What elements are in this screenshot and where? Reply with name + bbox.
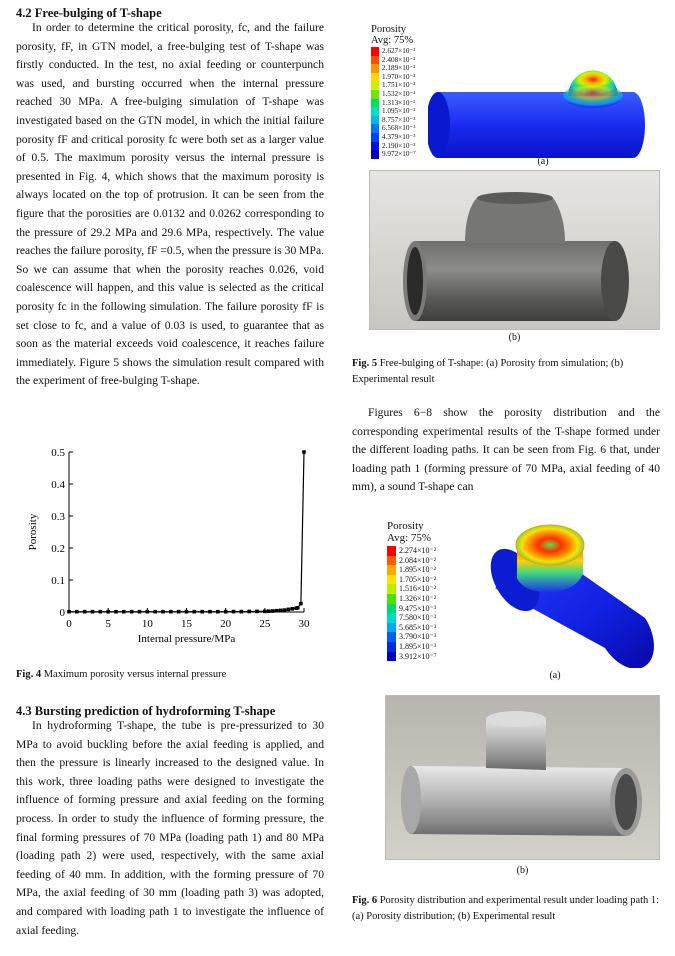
legend-swatch bbox=[371, 64, 379, 73]
legend-swatch bbox=[371, 133, 379, 142]
legend-value: 6.568×10⁻³ bbox=[382, 124, 416, 133]
data-point bbox=[138, 610, 142, 614]
x-axis-label: Internal pressure/MPa bbox=[137, 633, 236, 645]
legend-value: 2.274×10⁻² bbox=[399, 546, 437, 555]
legend-swatch bbox=[371, 107, 379, 116]
legend-swatch bbox=[371, 73, 379, 82]
data-point bbox=[283, 608, 287, 612]
porosity-line-chart bbox=[14, 440, 314, 665]
figure-4-caption bbox=[16, 667, 326, 683]
y-tick-label: 0.3 bbox=[51, 511, 65, 523]
caption-label: Fig. 6 bbox=[352, 895, 378, 906]
legend-row bbox=[387, 594, 437, 604]
x-tick-label: 10 bbox=[141, 618, 153, 630]
section-4-2-heading: 4.2 Free-bulging of T-shape bbox=[16, 6, 162, 20]
legend-value: 2.190×10⁻³ bbox=[382, 141, 416, 150]
legend-swatch bbox=[387, 642, 396, 652]
legend-value: 1.532×10⁻² bbox=[382, 89, 416, 98]
legend-row bbox=[371, 47, 416, 56]
data-point bbox=[193, 610, 197, 614]
data-point bbox=[240, 610, 244, 614]
porosity-legend bbox=[371, 24, 416, 159]
legend-row bbox=[387, 632, 437, 642]
legend-row bbox=[387, 642, 437, 652]
figure-5b-photo bbox=[369, 170, 660, 330]
data-point bbox=[161, 610, 165, 614]
data-point bbox=[114, 610, 118, 614]
legend-swatch bbox=[371, 142, 379, 151]
data-point bbox=[287, 608, 291, 612]
burst-tshape-photo bbox=[370, 171, 660, 330]
data-point bbox=[216, 610, 220, 614]
data-point bbox=[299, 602, 303, 606]
legend-value: 1.326×10⁻² bbox=[399, 593, 437, 603]
data-point bbox=[75, 610, 79, 614]
series-line bbox=[69, 452, 304, 612]
legend-scale bbox=[387, 546, 437, 661]
legend-swatch bbox=[387, 632, 396, 642]
legend-value: 2.627×10⁻² bbox=[382, 47, 416, 55]
legend-value: 1.516×10⁻² bbox=[399, 584, 437, 594]
legend-value: 2.189×10⁻² bbox=[382, 64, 416, 73]
legend-swatch bbox=[371, 99, 379, 108]
data-point bbox=[279, 609, 283, 613]
legend-row bbox=[387, 575, 437, 585]
legend-value: 8.757×10⁻³ bbox=[382, 115, 416, 124]
legend-title: Porosity bbox=[387, 520, 424, 532]
figure-6-caption bbox=[352, 893, 660, 925]
y-tick-label: 0.5 bbox=[51, 447, 65, 459]
legend-row bbox=[387, 604, 437, 614]
legend-row bbox=[387, 613, 437, 623]
legend-swatch bbox=[371, 81, 379, 90]
figures-6-8-intro bbox=[352, 404, 660, 497]
legend-value: 1.313×10⁻² bbox=[382, 98, 416, 107]
data-point bbox=[67, 610, 71, 614]
caption-label: Fig. 5 bbox=[352, 358, 378, 369]
data-point bbox=[146, 610, 150, 614]
data-point bbox=[267, 609, 271, 613]
porosity-legend bbox=[387, 520, 437, 661]
figure-6-label-b: (b) bbox=[516, 865, 529, 876]
legend-swatch bbox=[387, 546, 396, 556]
label-a: (a) bbox=[549, 670, 561, 681]
legend-row bbox=[371, 133, 416, 142]
x-tick-label: 20 bbox=[220, 618, 232, 630]
data-point bbox=[169, 610, 173, 614]
y-tick-label: 0.2 bbox=[51, 543, 65, 555]
legend-row bbox=[387, 556, 437, 566]
caption-label: Fig. 4 bbox=[16, 669, 42, 680]
legend-value: 3.912×10⁻⁷ bbox=[399, 651, 437, 661]
figure-5-caption bbox=[352, 356, 660, 388]
legend-row bbox=[371, 150, 416, 159]
legend-value: 1.895×10⁻² bbox=[399, 565, 437, 575]
legend-swatch bbox=[387, 556, 396, 566]
legend-avg: Avg: 75% bbox=[371, 35, 414, 46]
legend-row bbox=[371, 73, 416, 82]
sound-tshape-photo bbox=[386, 696, 660, 860]
legend-value: 4.379×10⁻³ bbox=[382, 132, 416, 141]
paragraph: Figures 6−8 show the porosity distribution and the corresponding experimental results of the T-shape formed under the different loading paths. It can be seen from Fig. 6 that, under loading path 1 (forming pressure of 70 MPa, axial feeding of 40 mm), a sound T-shape can bbox=[352, 406, 660, 494]
legend-row bbox=[371, 81, 416, 90]
x-tick-label: 25 bbox=[259, 618, 271, 630]
legend-avg: Avg: 75% bbox=[387, 532, 432, 544]
data-point bbox=[224, 610, 228, 614]
legend-row bbox=[371, 142, 416, 151]
figure-6b-photo bbox=[385, 695, 660, 860]
legend-swatch bbox=[371, 47, 379, 56]
section-4-3-heading: 4.3 Bursting prediction of hydroforming T-shape bbox=[16, 704, 276, 718]
paragraph: In order to determine the critical porosity, fc, and the failure porosity, fF, in GTN model, a free-bulging test of T-shape was firstly conducted. In the test, no axial feeding or counterpunch was used, and bursting occurred when the internal pressure reached 30 MPa. A free-bulging simulation of T-shape was investigated based on the GTN model, in which the initial failure porosity fF and critical porosity fc were both set as a larger value of 0.5. The maximum porosity versus the internal pressure is presented in Fig. 4, which shows that the maximum porosity is always located on the top of protrusion. It can be seen from the figure that the porosities are 0.0132 and 0.0262 corresponding to the pressure of 29.2 MPa and 29.6 MPa, respectively. The value reaches the failure porosity, fF =0.5, when the pressure is 30 MPa. So we can assume that when the porosity reaches 0.026, void coalescence will happen, and this value is selected as the critical porosity fc in the following simulation. The failure porosity fF is set close to fc, and a value of 0.03 is used, to guarantee that as soon as the material exceeds void coalescence, it reaches failure immediately. Figure 5 shows the simulation result compared with the experiment of free-bulging T-shape. bbox=[16, 21, 324, 388]
legend-swatch bbox=[387, 613, 396, 623]
caption-text: Free-bulging of T-shape: (a) Porosity from simulation; (b) Experimental result bbox=[352, 358, 624, 385]
legend-value: 1.705×10⁻² bbox=[399, 574, 437, 584]
legend-value: 1.970×10⁻² bbox=[382, 72, 416, 81]
data-point bbox=[185, 610, 189, 614]
legend-swatch bbox=[371, 56, 379, 65]
y-tick-label: 0 bbox=[59, 607, 65, 619]
section-4-2-body bbox=[16, 19, 324, 391]
legend-row bbox=[387, 546, 437, 556]
data-point bbox=[271, 609, 275, 613]
legend-swatch bbox=[387, 594, 396, 604]
data-point bbox=[275, 609, 279, 613]
caption-text: Maximum porosity versus internal pressure bbox=[41, 669, 227, 680]
legend-swatch bbox=[387, 584, 396, 594]
y-tick-label: 0.4 bbox=[51, 479, 65, 491]
data-point bbox=[122, 610, 126, 614]
legend-value: 1.895×10⁻³ bbox=[399, 641, 437, 651]
y-axis-label: Porosity bbox=[27, 513, 39, 551]
legend-row bbox=[371, 64, 416, 73]
figure-5-label-b: (b) bbox=[508, 332, 521, 343]
data-point bbox=[91, 610, 95, 614]
legend-title: Porosity bbox=[371, 24, 407, 35]
data-point bbox=[153, 610, 157, 614]
legend-row bbox=[387, 652, 437, 662]
tshape-porosity-render bbox=[485, 518, 655, 668]
caption-text: Porosity distribution and experimental result under loading path 1: (a) Porosity distribution; (b) Experimental result bbox=[352, 895, 660, 922]
legend-value: 3.790×10⁻³ bbox=[399, 632, 437, 642]
legend-row bbox=[371, 116, 416, 125]
legend-scale bbox=[371, 47, 416, 159]
data-point bbox=[302, 450, 306, 454]
data-point bbox=[83, 610, 87, 614]
legend-swatch bbox=[371, 124, 379, 133]
bulged-tube-render bbox=[428, 54, 656, 158]
legend-swatch bbox=[387, 604, 396, 614]
legend-value: 9.475×10⁻³ bbox=[399, 603, 437, 613]
legend-swatch bbox=[387, 575, 396, 585]
legend-swatch bbox=[387, 565, 396, 575]
legend-row bbox=[371, 99, 416, 108]
legend-value: 9.972×10⁻⁷ bbox=[382, 150, 416, 159]
legend-row bbox=[371, 56, 416, 65]
section-4-3-body bbox=[16, 717, 324, 940]
data-point bbox=[296, 606, 300, 610]
legend-value: 2.084×10⁻² bbox=[399, 555, 437, 565]
data-point bbox=[200, 610, 204, 614]
data-point bbox=[208, 610, 212, 614]
legend-row bbox=[387, 565, 437, 575]
label-a: (a) bbox=[537, 156, 549, 167]
data-point bbox=[255, 610, 259, 614]
data-point bbox=[106, 610, 110, 614]
data-point bbox=[177, 610, 181, 614]
figure-6a-simulation bbox=[385, 518, 660, 688]
x-tick-label: 15 bbox=[181, 618, 192, 630]
legend-value: 7.580×10⁻³ bbox=[399, 613, 437, 623]
data-point bbox=[263, 610, 267, 614]
legend-row bbox=[371, 90, 416, 99]
legend-row bbox=[371, 124, 416, 133]
data-point bbox=[247, 610, 251, 614]
x-tick-label: 0 bbox=[66, 618, 72, 630]
legend-value: 2.408×10⁻² bbox=[382, 55, 416, 64]
legend-swatch bbox=[371, 150, 379, 159]
data-point bbox=[232, 610, 236, 614]
legend-swatch bbox=[387, 623, 396, 633]
figure-4-chart bbox=[14, 440, 314, 665]
data-point bbox=[290, 607, 294, 611]
legend-swatch bbox=[371, 90, 379, 99]
legend-swatch bbox=[371, 116, 379, 125]
legend-row bbox=[371, 107, 416, 116]
figure-5a-simulation bbox=[368, 24, 658, 167]
x-tick-label: 5 bbox=[105, 618, 111, 630]
data-point bbox=[99, 610, 103, 614]
legend-row bbox=[387, 584, 437, 594]
legend-value: 5.685×10⁻³ bbox=[399, 622, 437, 632]
x-tick-label: 30 bbox=[298, 618, 310, 630]
paragraph: In hydroforming T-shape, the tube is pre-pressurized to 30 MPa to avoid buckling before the axial feeding is applied, and then the pressure is linearly increased to the designed value. In this work, three loading paths were designed to investigate the influence of forming pressure and axial feeding on the forming process. In order to study the influence of forming pressure, the final forming pressures of 70 MPa (loading path 1) and 80 MPa (loading path 2) were used, respectively, with the same axial feeding of 40 mm. In addition, with the forming pressure of 70 MPa, the axial feeding of 30 mm (loading path 3) was adopted, and compared with loading path 1 to investigate the influence of axial feeding. bbox=[16, 719, 324, 937]
y-tick-label: 0.1 bbox=[51, 575, 65, 587]
legend-value: 1.095×10⁻² bbox=[382, 107, 416, 116]
data-point bbox=[130, 610, 134, 614]
legend-swatch bbox=[387, 652, 396, 662]
legend-row bbox=[387, 623, 437, 633]
legend-value: 1.751×10⁻² bbox=[382, 81, 416, 90]
